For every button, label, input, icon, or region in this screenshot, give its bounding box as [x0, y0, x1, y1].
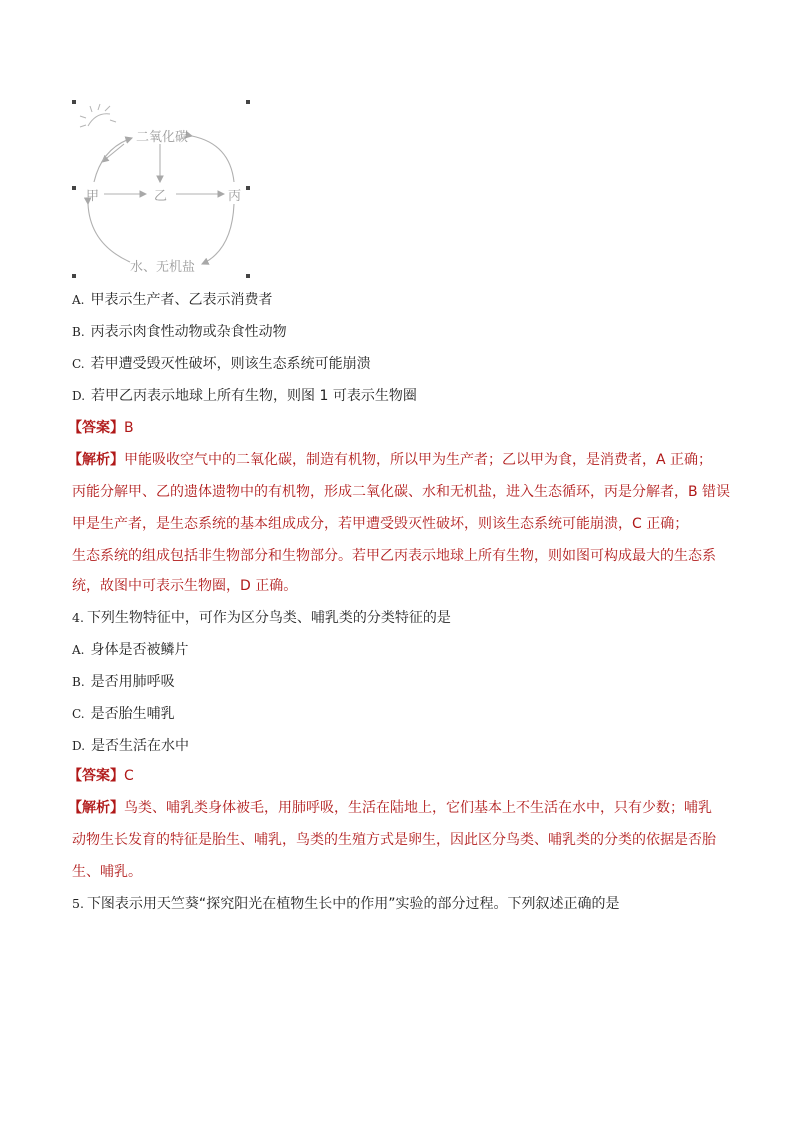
- q3-answer: [68, 418, 134, 438]
- option-text: 是否胎生哺乳: [90, 706, 175, 722]
- node-yi: 乙: [154, 189, 168, 204]
- analysis-tag: 【解析】: [68, 800, 124, 816]
- option-text: 是否用肺呼吸: [90, 674, 175, 690]
- q3-analysis-line-1: 【解析】甲能吸收空气中的二氧化碳，制造有机物，所以甲为生产者；乙以甲为食，是消费者，A 正确；: [68, 452, 713, 468]
- q4-analysis-line-3: 生、哺乳。: [72, 864, 142, 880]
- ecosystem-diagram: [72, 98, 250, 278]
- water-salt-label: 水、无机盐: [130, 260, 196, 275]
- option-text: 若甲遭受毁灭性破坏，则该生态系统可能崩溃: [90, 356, 371, 372]
- q4-stem: [72, 608, 451, 628]
- handle-tr: [246, 100, 250, 104]
- option-text: 丙表示肉食性动物或杂食性动物: [90, 324, 287, 340]
- option-key: A.: [72, 643, 85, 657]
- answer-value: C: [124, 768, 134, 784]
- option-key: B.: [72, 675, 85, 689]
- question-number: 5.: [72, 896, 84, 911]
- option-key: D.: [72, 739, 86, 753]
- q4-analysis-line-1: 【解析】鸟类、哺乳类身体被毛，用肺呼吸，生活在陆地上，它们基本上不生活在水中，只有少数；哺乳: [68, 800, 712, 816]
- q3-option-b: [72, 322, 287, 342]
- option-key: C.: [72, 357, 85, 371]
- q3-analysis-line-2: 丙能分解甲、乙的遗体遗物中的有机物，形成二氧化碳、水和无机盐，进入生态循环，丙是分解者，B 错误: [72, 484, 731, 500]
- q3-analysis-line-3: 甲是生产者，是生态系统的基本组成成分，若甲遭受毁灭性破坏，则该生态系统可能崩溃，C 正确；: [72, 516, 689, 532]
- option-text: 若甲乙丙表示地球上所有生物，则图 1 可表示生物圈: [91, 388, 417, 404]
- q3-option-c: [72, 354, 371, 374]
- q4-option-b: [72, 672, 175, 692]
- co2-label: 二氧化碳: [136, 130, 189, 145]
- answer-tag: 【答案】: [68, 420, 124, 436]
- question-text: 下图表示用天竺葵“探究阳光在植物生长中的作用”实验的部分过程。下列叙述正确的是: [86, 896, 620, 912]
- q5-stem: [72, 894, 619, 914]
- q4-option-c: [72, 704, 175, 724]
- option-key: D.: [72, 389, 86, 403]
- handle-ml: [72, 186, 76, 190]
- handle-tl: [72, 100, 76, 104]
- q3-option-d: [72, 386, 417, 406]
- option-text: 身体是否被鳞片: [90, 642, 189, 658]
- handle-bl: [72, 274, 76, 278]
- option-text: 是否生活在水中: [91, 738, 190, 754]
- q3-analysis-line-4: 生态系统的组成包括非生物部分和生物部分。若甲乙丙表示地球上所有生物，则如图可构成最大的生态系: [72, 548, 716, 564]
- q4-answer: [68, 766, 134, 786]
- option-key: B.: [72, 325, 85, 339]
- answer-tag: 【答案】: [68, 768, 124, 784]
- option-text: 甲表示生产者、乙表示消费者: [90, 292, 273, 308]
- node-bing: 丙: [228, 189, 242, 204]
- question-text: 下列生物特征中，可作为区分鸟类、哺乳类的分类特征的是: [86, 610, 451, 626]
- q4-analysis-line-2: 动物生长发育的特征是胎生、哺乳，鸟类的生殖方式是卵生，因此区分鸟类、哺乳类的分类的依据是否胎: [72, 832, 716, 848]
- option-key: C.: [72, 707, 85, 721]
- q4-option-d: [72, 736, 189, 756]
- q3-option-a: [72, 290, 272, 310]
- handle-br: [246, 274, 250, 278]
- option-key: A.: [72, 293, 85, 307]
- handle-mr: [246, 186, 250, 190]
- answer-value: B: [124, 420, 134, 436]
- analysis-tag: 【解析】: [68, 452, 124, 468]
- q4-option-a: [72, 640, 188, 660]
- question-number: 4.: [72, 610, 84, 625]
- q3-analysis-line-5: 统，故图中可表示生物圈，D 正确。: [72, 578, 298, 594]
- node-jia: 甲: [86, 189, 100, 204]
- sun-icon: [80, 104, 116, 127]
